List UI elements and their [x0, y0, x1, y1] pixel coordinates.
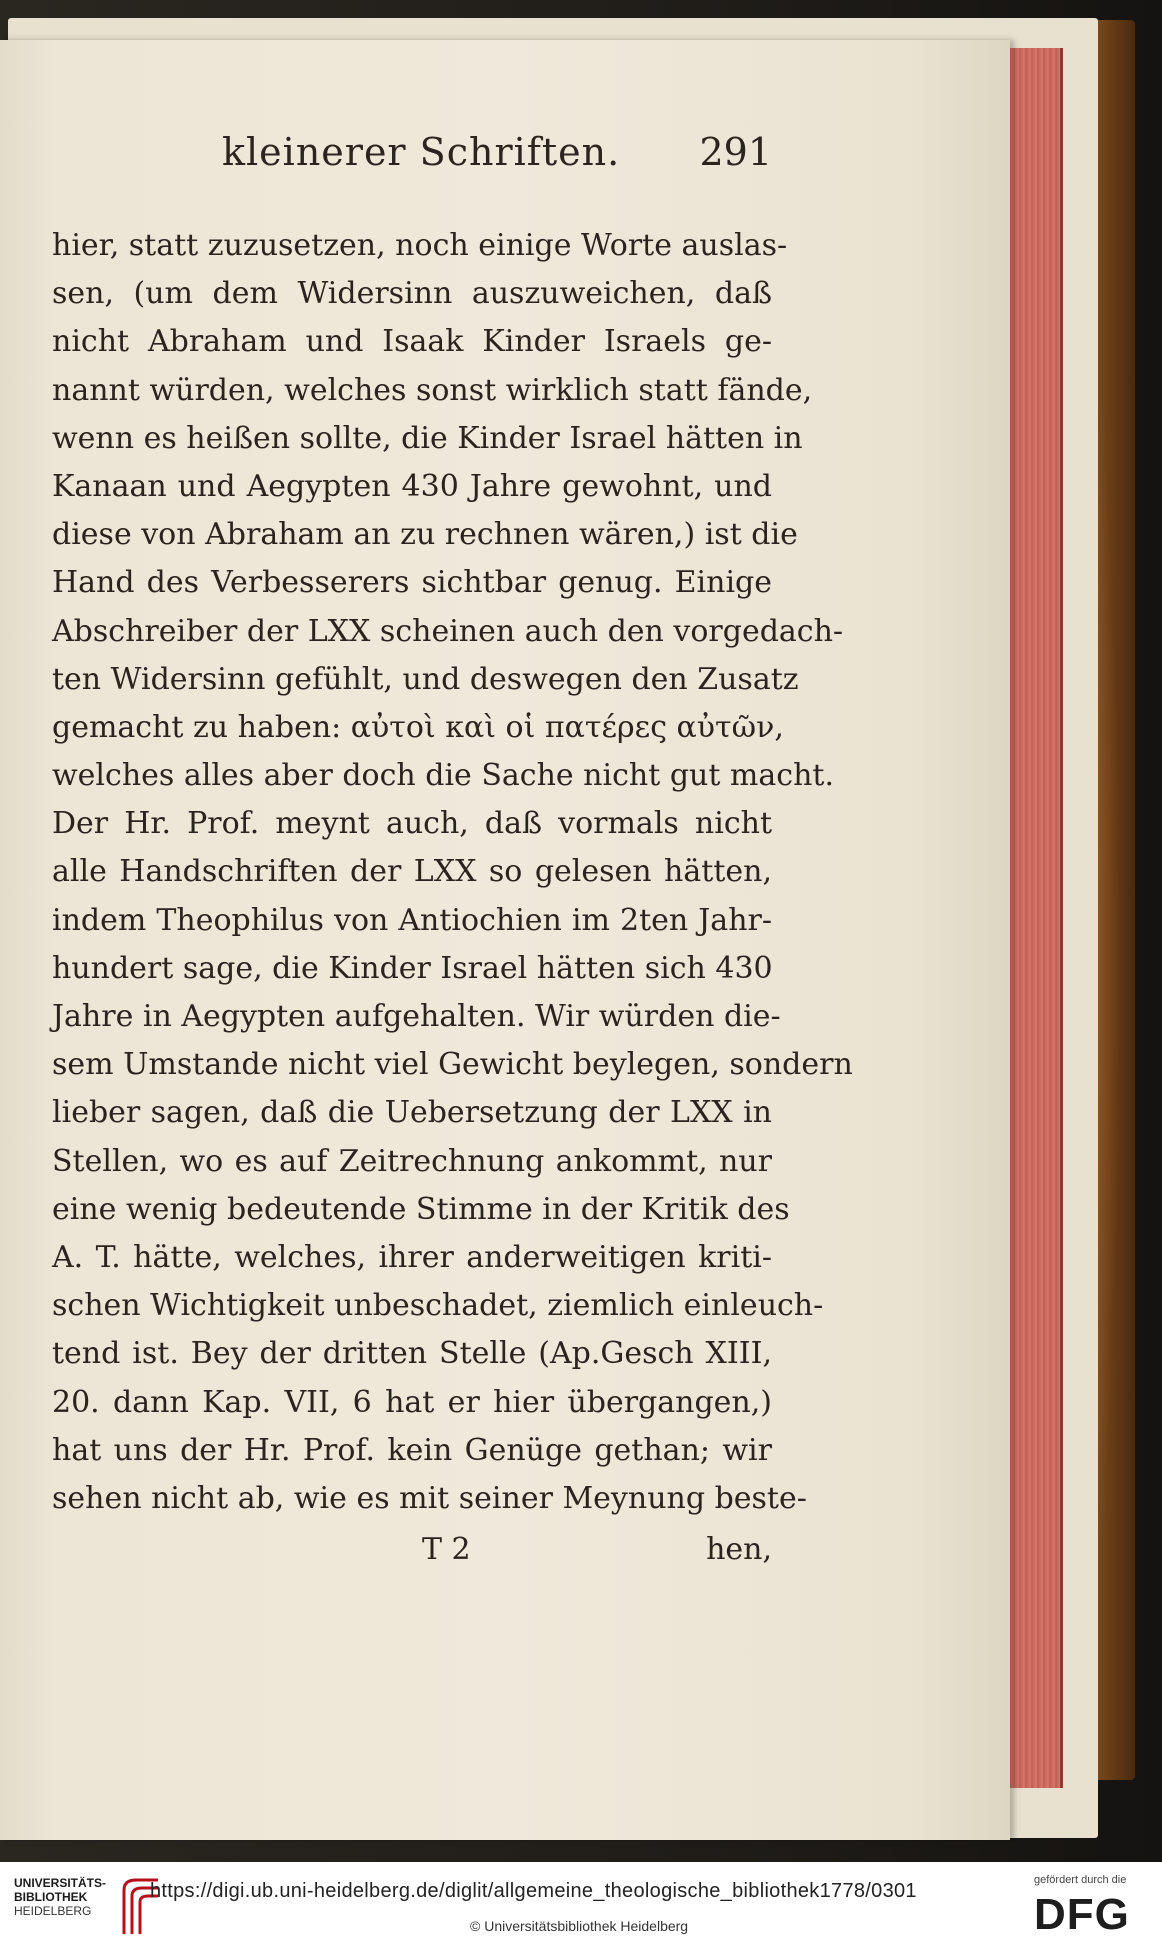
text-line: eine wenig bedeutende Stimme in der Kritik des [52, 1191, 790, 1227]
text-line: sehen nicht ab, wie es mit seiner Meynung beste- [52, 1480, 807, 1516]
signature-mark: T 2 [422, 1532, 471, 1567]
text-line: A. T. hätte, welches, ihrer anderweitigen kriti- [52, 1239, 772, 1275]
text-line: nicht Abraham und Isaak Kinder Israels ge- [52, 324, 772, 360]
catchword: hen, [706, 1532, 772, 1567]
text-line: ten Widersinn gefühlt, und deswegen den Zusatz [52, 661, 799, 697]
text-line: Stellen, wo es auf Zeitrechnung ankommt, nur [52, 1143, 772, 1179]
text-line: Hand des Verbesserers sichtbar genug. Einige [52, 565, 772, 601]
dfg-logo: DFG [1034, 1890, 1130, 1939]
text-line: lieber sagen, daß die Uebersetzung der LXX in [52, 1095, 772, 1131]
text-line: indem Theophilus von Antiochien im 2ten Jahr- [52, 902, 772, 938]
text-line: tend ist. Bey der dritten Stelle (Ap.Gesch XIII, [52, 1336, 772, 1372]
text-line: wenn es heißen sollte, die Kinder Israel hätten in [52, 420, 803, 456]
source-url-link[interactable]: https://digi.ub.uni-heidelberg.de/diglit/allgemeine_theologische_bibliothek1778/0301 [150, 1880, 917, 1902]
text-line: schen Wichtigkeit unbeschadet, ziemlich einleuch- [52, 1288, 824, 1324]
library-footer-bar [0, 1862, 1162, 1948]
page-header [52, 130, 772, 190]
text-line: nannt würden, welches sonst wirklich statt fände, [52, 372, 813, 408]
text-line: sem Umstande nicht viel Gewicht beylegen, sondern [52, 1047, 853, 1083]
text-line: sen, (um dem Widersinn auszuweichen, daß [52, 276, 772, 312]
page-number: 291 [699, 130, 772, 174]
dfg-funding-note: gefördert durch die [1034, 1874, 1127, 1886]
text-line: Kanaan und Aegypten 430 Jahre gewohnt, und [52, 468, 772, 504]
text-line: Der Hr. Prof. meynt auch, daß vormals nicht [52, 806, 772, 842]
text-line: welches alles aber doch die Sache nicht gut macht. [52, 758, 834, 794]
running-head: kleinerer Schriften. [222, 130, 621, 174]
text-line: Jahre in Aegypten aufgehalten. Wir würden die- [52, 999, 781, 1034]
text-line: diese von Abraham an zu rechnen wären,) ist die [52, 517, 798, 553]
text-line: alle Handschriften der LXX so gelesen hätten, [52, 854, 772, 890]
copyright-text: © Universitätsbibliothek Heidelberg [470, 1918, 689, 1934]
library-name [14, 1876, 124, 1918]
text-line: hundert sage, die Kinder Israel hätten sich 430 [52, 950, 773, 986]
library-name-line2: BIBLIOTHEK [14, 1890, 88, 1904]
text-line: gemacht zu haben: αὐτοὶ καὶ οἱ πατέρες αὐτῶν, [52, 709, 784, 745]
page-footer [52, 1532, 772, 1580]
text-line: hier, statt zuzusetzen, noch einige Worte auslas- [52, 228, 788, 263]
text-line: hat uns der Hr. Prof. kein Genüge gethan; wir [52, 1432, 772, 1468]
text-line: 20. dann Kap. VII, 6 hat er hier übergangen,) [52, 1384, 772, 1420]
library-name-line3: HEIDELBERG [14, 1904, 92, 1918]
text-line: Abschreiber der LXX scheinen auch den vorgedach- [52, 613, 844, 649]
body-text [52, 222, 853, 1523]
library-name-line1: UNIVERSITÄTS- [14, 1876, 107, 1890]
